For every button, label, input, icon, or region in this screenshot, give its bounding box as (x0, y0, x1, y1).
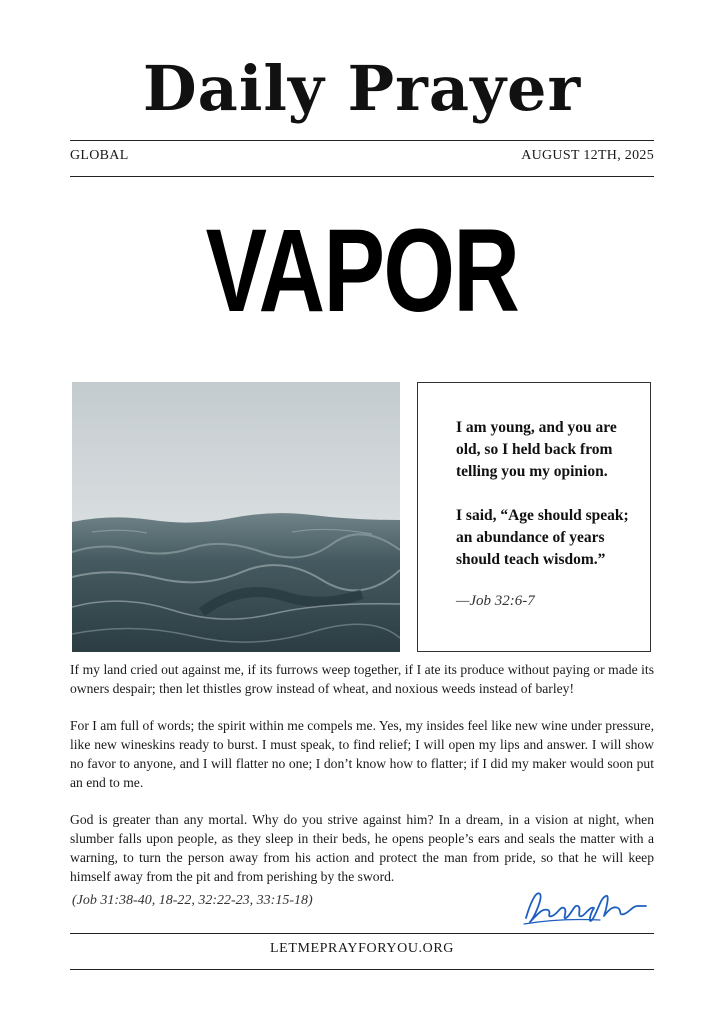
body-paragraph: For I am full of words; the spirit within me compels me. Yes, my insides feel like new wine under pressure, like new wineskins ready to burst. I must speak, to find relief; I will open my lips and answer. I will show no favor to anyone, and I will flatter no one; I don’t know how to flatter; if I did my maker would soon put an end to me. (70, 718, 654, 790)
quote-paragraph: I said, “Age should speak; an abundance of years should teach wisdom.” (456, 507, 629, 568)
signature-icon (520, 884, 650, 928)
quote-reference: —Job 32:6-7 (456, 593, 535, 609)
scripture-citation: (Job 31:38-40, 18-22, 32:22-23, 33:15-18) (72, 893, 313, 908)
top-rule (70, 140, 654, 141)
signature (520, 884, 650, 928)
dateline-date: AUGUST 12TH, 2025 (521, 148, 654, 163)
quote-paragraph: I am young, and you are old, so I held back from telling you my opinion. (456, 419, 617, 480)
footer-top-rule (70, 933, 654, 934)
dateline-region: GLOBAL (70, 148, 129, 163)
footer-bottom-rule (70, 969, 654, 970)
headline: VAPOR (205, 205, 519, 337)
body-paragraph: If my land cried out against me, if its furrows weep together, if I ate its produce without paying or made its owners despair; then let thistles grow instead of wheat, and noxious weeds instead of barley! (70, 662, 654, 696)
body-text (70, 660, 654, 904)
footer-site: LETMEPRAYFORYOU.ORG (270, 941, 454, 956)
body-paragraph: God is greater than any mortal. Why do you strive against him? In a dream, in a vision at night, when slumber falls upon people, as they sleep in their beds, he opens people’s ears and seals the matter with a warning, to turn the person away from his action and protect the man from pride, so that he will keep himself away from the pit and from perishing by the sword. (70, 812, 654, 884)
sea-photo (72, 382, 400, 652)
dateline-rule (70, 176, 654, 177)
dateline (70, 148, 654, 164)
foggy-sea-image (72, 382, 400, 652)
masthead-title: Daily Prayer (142, 52, 582, 125)
scripture-quote-box (417, 382, 651, 652)
